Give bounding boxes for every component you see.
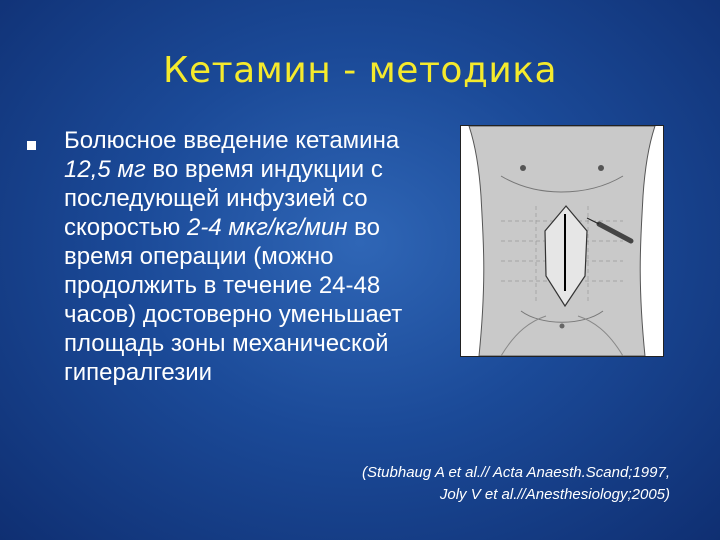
infusion-dose-unit: мкг/кг/мин <box>228 214 348 241</box>
bullet-text <box>64 126 444 387</box>
bullet-text-part-1: Болюсное введение кетамина <box>64 127 400 154</box>
infusion-dose-range: 2-4 <box>186 214 222 241</box>
abdomen-incision-icon <box>461 126 663 356</box>
citation-line-2: Joly V et al.//Anesthesiology;2005) <box>439 486 670 503</box>
abdomen-illustration <box>460 125 664 357</box>
citation <box>250 462 670 506</box>
bullet-text-part-2: во время индукции с последующей инфузией со скоростью <box>64 156 383 241</box>
slide-title: Кетамин - методика <box>162 50 558 91</box>
citation-line-1: (Stubhaug A et al.// Acta Anaesth.Scand;1997, <box>362 464 670 481</box>
bolus-dose: 12,5 мг <box>64 156 146 183</box>
bullet-text-part-3: во время операции (можно продолжить в течение 24-48 часов) достоверно уменьшает площадь зоны механической гипералгезии <box>64 214 403 386</box>
bullet-square-icon <box>27 141 36 150</box>
